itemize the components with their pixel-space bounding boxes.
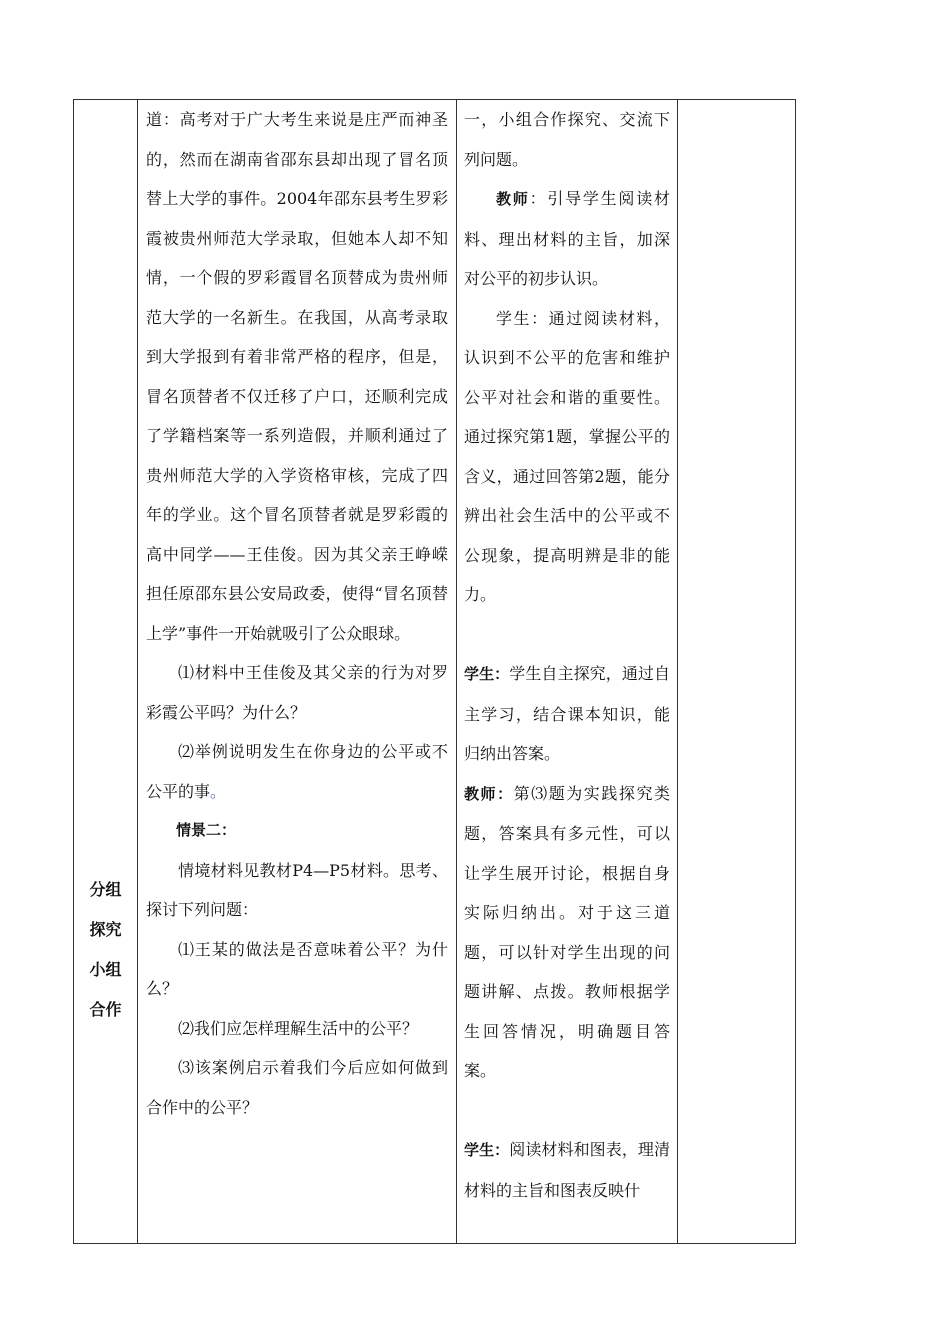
scene-2-question-2: ⑵我们应怎样理解生活中的公平？ <box>178 1018 419 1038</box>
scene-2-title: 情景二： <box>176 821 237 839</box>
spacer <box>464 1091 670 1131</box>
lesson-table <box>73 99 796 1244</box>
scene-2-question-3: ⑶该案例启示着我们今后应如何做到合作中的公平？ <box>146 1058 448 1117</box>
section-label-line: 合作 <box>89 1000 122 1019</box>
scene-2-question-1: ⑴王某的做法是否意味着公平？为什么？ <box>146 939 448 998</box>
teacher-note-2: 教师：第⑶题为实践探究类题，答案具有多元性，可以让学生展开讨论，根据自身实际归纳出。对于这三道题，可以针对学生出现的问题讲解、点拨。教师根据学生回答情况，明确题目答案。 <box>464 783 670 1080</box>
activity-column <box>464 100 670 1210</box>
section-label-line: 分组 <box>89 880 122 899</box>
section-label-line: 小组 <box>89 960 122 979</box>
teacher-note-1: 教师：引导学生阅读材料、理出材料的主旨，加深对公平的初步认识。 <box>464 189 670 288</box>
section-label <box>74 870 137 1030</box>
case-paragraph: 道：高考对于广大考生来说是庄严而神圣的，然而在湖南省邵东县却出现了冒名顶替上大学的事件。2004年邵东县考生罗彩霞被贵州师范大学录取，但她本人却不知情，一个假的罗彩霞冒名顶替成为贵州师范大学的一名新生。在我国，从高考录取到大学报到有着非常严格的程序，但是，冒名顶替者不仅迁移了户口，还顺利完成了学籍档案等一系列造假，并顺利通过了贵州师范大学的入学资格审核，完成了四年的学业。这个冒名顶替者就是罗彩霞的高中同学——王佳俊。因为其父亲王峥嵘担任原邵东县公安局政委，使得“冒名顶替上学”事件一开始就吸引了公众眼球。 <box>146 110 448 643</box>
column-divider <box>137 100 138 1243</box>
spacer <box>464 615 670 655</box>
student-note-1: 学生：通过阅读材料，认识到不公平的危害和维护公平对社会和谐的重要性。通过探究第1题，掌握公平的含义，通过回答第2题，能分辨出社会生活中的公平或不公现象，提高明辨是非的能力。 <box>464 308 670 604</box>
student-note-3: 学生：阅读材料和图表，理清材料的主旨和图表反映什 <box>464 1140 670 1200</box>
section-label-line: 探究 <box>89 920 122 939</box>
column-divider <box>677 100 678 1243</box>
column-divider <box>456 100 457 1243</box>
question-1: ⑴材料中王佳俊及其父亲的行为对罗彩霞公平吗？为什么？ <box>146 663 448 722</box>
student-note-2: 学生：学生自主探究，通过自主学习，结合课本知识，能归纳出答案。 <box>464 664 670 763</box>
scene-2-text: 情境材料见教材P4—P5材料。思考、探讨下列问题： <box>146 860 448 919</box>
question-2: ⑵举例说明发生在你身边的公平或不公平的事。 <box>146 742 448 801</box>
activity-intro: 一，小组合作探究、交流下列问题。 <box>464 110 670 169</box>
content-column <box>146 100 448 1127</box>
